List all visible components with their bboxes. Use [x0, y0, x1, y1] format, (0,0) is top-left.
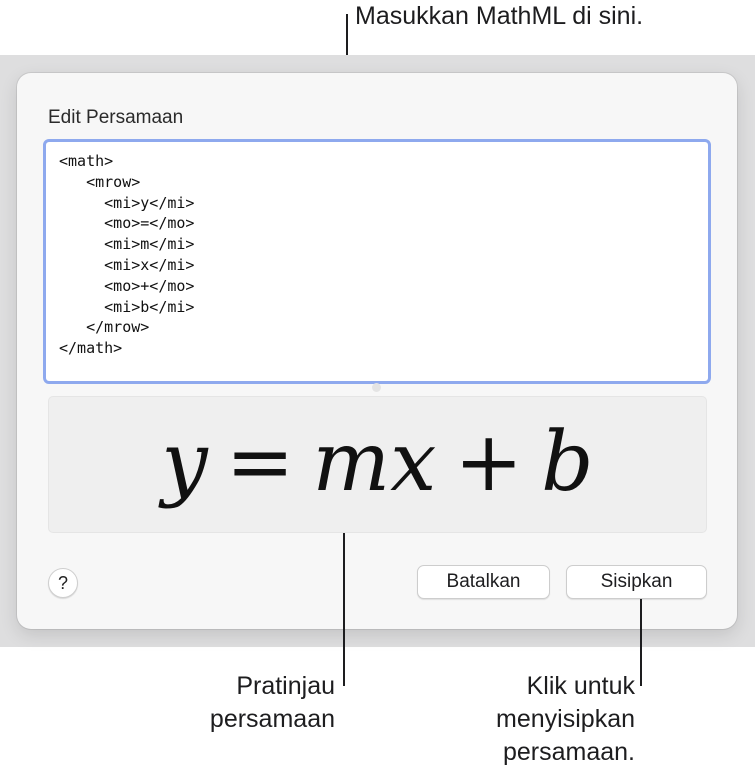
callout-preview	[190, 670, 335, 736]
insert-button[interactable]: Sisipkan	[566, 565, 707, 599]
dialog-title: Edit Persamaan	[48, 107, 184, 128]
formula-var-x: x	[390, 415, 437, 510]
code-line: <mi>b</mi>	[59, 297, 195, 316]
code-line: <mo>=</mo>	[59, 214, 195, 233]
formula-var-m: m	[312, 415, 391, 510]
callout-preview-line: Pratinjau	[236, 672, 335, 700]
equation-preview	[48, 396, 707, 533]
callout-enter-mathml: Masukkan MathML di sini.	[355, 2, 644, 30]
callout-insert-line: menyisipkan	[496, 705, 635, 733]
callout-line-preview	[343, 533, 345, 686]
preview-formula	[48, 410, 707, 516]
callout-insert-line: Klik untuk	[526, 672, 635, 700]
callout-line-insert	[640, 599, 642, 686]
mathml-input[interactable]	[43, 139, 711, 384]
mathml-code[interactable]	[59, 151, 194, 359]
callout-preview-line: persamaan	[209, 705, 335, 733]
formula-var-y: y	[161, 415, 208, 510]
code-line: <mi>x</mi>	[59, 255, 195, 274]
formula-plus: +	[454, 415, 524, 510]
resize-handle[interactable]	[372, 383, 381, 392]
formula-equals: =	[225, 415, 295, 510]
code-line: <mi>y</mi>	[59, 193, 195, 212]
code-line: </math>	[59, 339, 123, 358]
cancel-button[interactable]: Batalkan	[417, 565, 550, 599]
help-button[interactable]: ?	[48, 568, 78, 598]
code-line: </mrow>	[59, 318, 150, 337]
code-line: <mo>+</mo>	[59, 276, 195, 295]
code-line: <math>	[59, 152, 114, 170]
callout-insert	[460, 670, 635, 769]
formula-var-b: b	[541, 415, 594, 510]
callout-insert-line: persamaan.	[502, 738, 635, 766]
code-line: <mi>m</mi>	[59, 235, 195, 254]
code-line: <mrow>	[59, 172, 141, 191]
